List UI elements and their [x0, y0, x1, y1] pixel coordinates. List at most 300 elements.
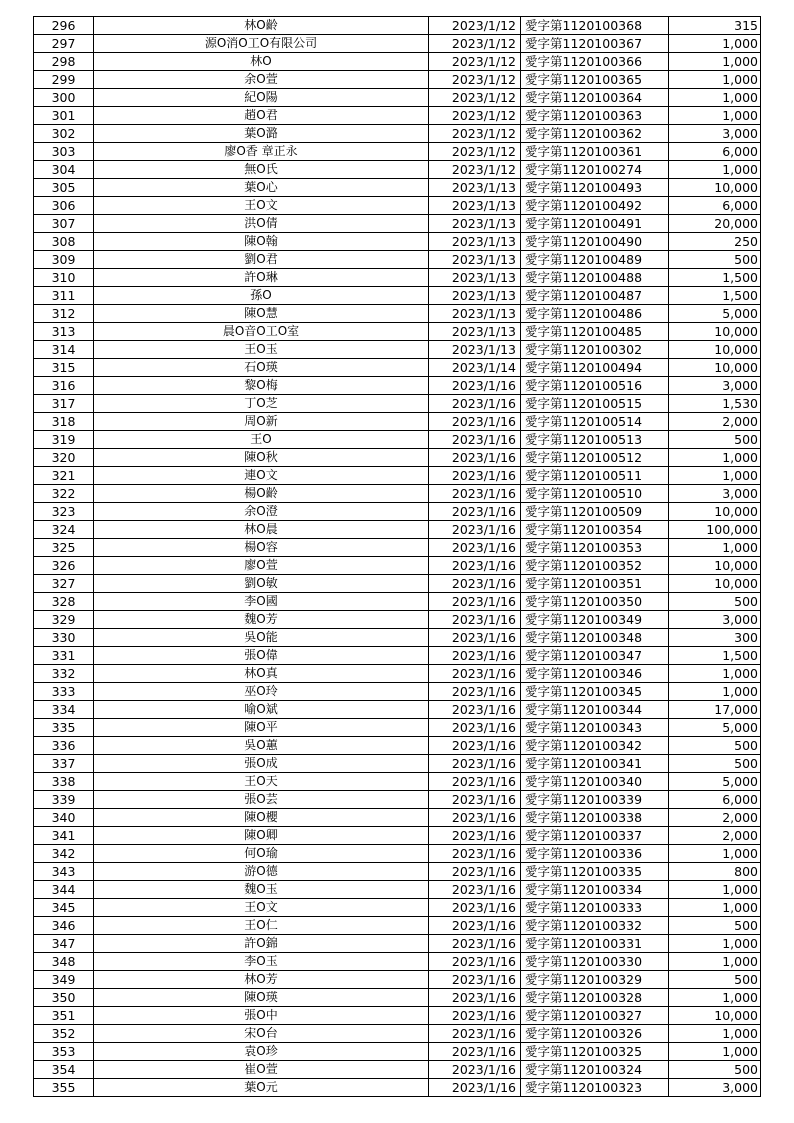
- donation-date-cell: 2023/1/16: [429, 971, 521, 989]
- donor-name-cell: 吳O蕙: [94, 737, 429, 755]
- donation-date-cell: 2023/1/13: [429, 269, 521, 287]
- donor-name-cell: 王O文: [94, 197, 429, 215]
- row-number-cell: 306: [34, 197, 94, 215]
- donor-name-cell: 陳O平: [94, 719, 429, 737]
- donation-amount-cell: 6,000: [669, 791, 761, 809]
- table-row: [34, 755, 761, 773]
- receipt-number-cell: 愛字第1120100362: [521, 125, 669, 143]
- table-row: [34, 395, 761, 413]
- donor-name-cell: 廖O萱: [94, 557, 429, 575]
- row-number-cell: 311: [34, 287, 94, 305]
- donation-amount-cell: 500: [669, 971, 761, 989]
- donation-date-cell: 2023/1/13: [429, 197, 521, 215]
- receipt-number-cell: 愛字第1120100342: [521, 737, 669, 755]
- table-row: [34, 377, 761, 395]
- table-row: [34, 593, 761, 611]
- table-row: [34, 521, 761, 539]
- donation-amount-cell: 1,000: [669, 161, 761, 179]
- row-number-cell: 316: [34, 377, 94, 395]
- donation-amount-cell: 1,500: [669, 647, 761, 665]
- receipt-number-cell: 愛字第1120100494: [521, 359, 669, 377]
- donor-name-cell: 林O: [94, 53, 429, 71]
- donation-date-cell: 2023/1/16: [429, 827, 521, 845]
- donation-amount-cell: 2,000: [669, 809, 761, 827]
- row-number-cell: 323: [34, 503, 94, 521]
- donation-amount-cell: 2,000: [669, 413, 761, 431]
- donor-name-cell: 無O氏: [94, 161, 429, 179]
- receipt-number-cell: 愛字第1120100340: [521, 773, 669, 791]
- donation-date-cell: 2023/1/16: [429, 575, 521, 593]
- receipt-number-cell: 愛字第1120100490: [521, 233, 669, 251]
- donation-amount-cell: 100,000: [669, 521, 761, 539]
- table-row: [34, 845, 761, 863]
- donation-amount-cell: 10,000: [669, 1007, 761, 1025]
- table-row: [34, 773, 761, 791]
- row-number-cell: 335: [34, 719, 94, 737]
- row-number-cell: 300: [34, 89, 94, 107]
- table-row: [34, 503, 761, 521]
- table-row: [34, 1061, 761, 1079]
- donation-date-cell: 2023/1/13: [429, 341, 521, 359]
- table-row: [34, 629, 761, 647]
- donor-name-cell: 葉O潞: [94, 125, 429, 143]
- donor-name-cell: 葉O元: [94, 1079, 429, 1097]
- row-number-cell: 308: [34, 233, 94, 251]
- donation-date-cell: 2023/1/16: [429, 611, 521, 629]
- donation-table-sheet: [33, 16, 760, 1097]
- row-number-cell: 332: [34, 665, 94, 683]
- receipt-number-cell: 愛字第1120100351: [521, 575, 669, 593]
- donation-amount-cell: 17,000: [669, 701, 761, 719]
- table-row: [34, 737, 761, 755]
- donation-date-cell: 2023/1/16: [429, 395, 521, 413]
- donation-amount-cell: 1,000: [669, 53, 761, 71]
- donation-amount-cell: 1,000: [669, 899, 761, 917]
- row-number-cell: 302: [34, 125, 94, 143]
- donation-amount-cell: 1,500: [669, 287, 761, 305]
- receipt-number-cell: 愛字第1120100343: [521, 719, 669, 737]
- donation-amount-cell: 1,000: [669, 89, 761, 107]
- receipt-number-cell: 愛字第1120100326: [521, 1025, 669, 1043]
- table-row: [34, 575, 761, 593]
- receipt-number-cell: 愛字第1120100333: [521, 899, 669, 917]
- donation-date-cell: 2023/1/16: [429, 647, 521, 665]
- row-number-cell: 346: [34, 917, 94, 935]
- row-number-cell: 340: [34, 809, 94, 827]
- donor-name-cell: 李O玉: [94, 953, 429, 971]
- donation-date-cell: 2023/1/16: [429, 449, 521, 467]
- receipt-number-cell: 愛字第1120100365: [521, 71, 669, 89]
- row-number-cell: 303: [34, 143, 94, 161]
- donor-name-cell: 洪O倩: [94, 215, 429, 233]
- donor-name-cell: 陳O慧: [94, 305, 429, 323]
- receipt-number-cell: 愛字第1120100485: [521, 323, 669, 341]
- receipt-number-cell: 愛字第1120100338: [521, 809, 669, 827]
- donation-date-cell: 2023/1/16: [429, 701, 521, 719]
- receipt-number-cell: 愛字第1120100334: [521, 881, 669, 899]
- donation-amount-cell: 500: [669, 1061, 761, 1079]
- receipt-number-cell: 愛字第1120100515: [521, 395, 669, 413]
- table-row: [34, 665, 761, 683]
- donation-date-cell: 2023/1/16: [429, 557, 521, 575]
- receipt-number-cell: 愛字第1120100368: [521, 17, 669, 35]
- receipt-number-cell: 愛字第1120100337: [521, 827, 669, 845]
- receipt-number-cell: 愛字第1120100513: [521, 431, 669, 449]
- receipt-number-cell: 愛字第1120100487: [521, 287, 669, 305]
- donation-amount-cell: 1,000: [669, 881, 761, 899]
- receipt-number-cell: 愛字第1120100274: [521, 161, 669, 179]
- donor-name-cell: 楊O容: [94, 539, 429, 557]
- donation-date-cell: 2023/1/16: [429, 953, 521, 971]
- table-row: [34, 107, 761, 125]
- donation-date-cell: 2023/1/16: [429, 629, 521, 647]
- table-row: [34, 233, 761, 251]
- donation-amount-cell: 3,000: [669, 377, 761, 395]
- donation-amount-cell: 3,000: [669, 485, 761, 503]
- donor-name-cell: 林O齡: [94, 17, 429, 35]
- donation-date-cell: 2023/1/16: [429, 467, 521, 485]
- row-number-cell: 331: [34, 647, 94, 665]
- donor-name-cell: 宋O台: [94, 1025, 429, 1043]
- table-row: [34, 935, 761, 953]
- row-number-cell: 296: [34, 17, 94, 35]
- table-row: [34, 647, 761, 665]
- row-number-cell: 334: [34, 701, 94, 719]
- donation-date-cell: 2023/1/12: [429, 89, 521, 107]
- receipt-number-cell: 愛字第1120100328: [521, 989, 669, 1007]
- donation-date-cell: 2023/1/16: [429, 791, 521, 809]
- receipt-number-cell: 愛字第1120100514: [521, 413, 669, 431]
- donor-name-cell: 陳O卿: [94, 827, 429, 845]
- donor-name-cell: 許O琳: [94, 269, 429, 287]
- donation-date-cell: 2023/1/16: [429, 413, 521, 431]
- table-row: [34, 305, 761, 323]
- table-row: [34, 881, 761, 899]
- donation-amount-cell: 800: [669, 863, 761, 881]
- donation-date-cell: 2023/1/12: [429, 107, 521, 125]
- donation-date-cell: 2023/1/16: [429, 1007, 521, 1025]
- donation-date-cell: 2023/1/16: [429, 1043, 521, 1061]
- donation-date-cell: 2023/1/16: [429, 863, 521, 881]
- row-number-cell: 322: [34, 485, 94, 503]
- donation-date-cell: 2023/1/12: [429, 35, 521, 53]
- donation-amount-cell: 1,000: [669, 935, 761, 953]
- receipt-number-cell: 愛字第1120100325: [521, 1043, 669, 1061]
- donation-date-cell: 2023/1/12: [429, 125, 521, 143]
- row-number-cell: 343: [34, 863, 94, 881]
- donation-amount-cell: 6,000: [669, 143, 761, 161]
- receipt-number-cell: 愛字第1120100364: [521, 89, 669, 107]
- table-row: [34, 179, 761, 197]
- donor-name-cell: 趙O君: [94, 107, 429, 125]
- row-number-cell: 299: [34, 71, 94, 89]
- donation-amount-cell: 500: [669, 917, 761, 935]
- table-row: [34, 35, 761, 53]
- row-number-cell: 336: [34, 737, 94, 755]
- donation-date-cell: 2023/1/16: [429, 431, 521, 449]
- table-row: [34, 611, 761, 629]
- donation-date-cell: 2023/1/12: [429, 17, 521, 35]
- receipt-number-cell: 愛字第1120100327: [521, 1007, 669, 1025]
- donation-amount-cell: 1,530: [669, 395, 761, 413]
- row-number-cell: 297: [34, 35, 94, 53]
- donation-date-cell: 2023/1/16: [429, 917, 521, 935]
- donation-date-cell: 2023/1/16: [429, 539, 521, 557]
- receipt-number-cell: 愛字第1120100346: [521, 665, 669, 683]
- row-number-cell: 321: [34, 467, 94, 485]
- donation-amount-cell: 10,000: [669, 323, 761, 341]
- table-row: [34, 197, 761, 215]
- table-row: [34, 539, 761, 557]
- donation-amount-cell: 2,000: [669, 827, 761, 845]
- table-row: [34, 917, 761, 935]
- table-row: [34, 341, 761, 359]
- donation-amount-cell: 500: [669, 737, 761, 755]
- donation-date-cell: 2023/1/16: [429, 1061, 521, 1079]
- row-number-cell: 330: [34, 629, 94, 647]
- donation-amount-cell: 500: [669, 251, 761, 269]
- donation-date-cell: 2023/1/16: [429, 773, 521, 791]
- table-row: [34, 431, 761, 449]
- receipt-number-cell: 愛字第1120100361: [521, 143, 669, 161]
- donation-amount-cell: 250: [669, 233, 761, 251]
- donor-name-cell: 喻O斌: [94, 701, 429, 719]
- donation-amount-cell: 1,000: [669, 539, 761, 557]
- donation-date-cell: 2023/1/13: [429, 323, 521, 341]
- donation-date-cell: 2023/1/16: [429, 881, 521, 899]
- receipt-number-cell: 愛字第1120100366: [521, 53, 669, 71]
- receipt-number-cell: 愛字第1120100349: [521, 611, 669, 629]
- table-row: [34, 683, 761, 701]
- table-row: [34, 359, 761, 377]
- donation-date-cell: 2023/1/16: [429, 1025, 521, 1043]
- donation-amount-cell: 10,000: [669, 341, 761, 359]
- receipt-number-cell: 愛字第1120100488: [521, 269, 669, 287]
- row-number-cell: 318: [34, 413, 94, 431]
- donor-name-cell: 崔O萱: [94, 1061, 429, 1079]
- row-number-cell: 328: [34, 593, 94, 611]
- receipt-number-cell: 愛字第1120100363: [521, 107, 669, 125]
- receipt-number-cell: 愛字第1120100347: [521, 647, 669, 665]
- donation-date-cell: 2023/1/16: [429, 485, 521, 503]
- row-number-cell: 349: [34, 971, 94, 989]
- table-row: [34, 557, 761, 575]
- table-row: [34, 215, 761, 233]
- receipt-number-cell: 愛字第1120100331: [521, 935, 669, 953]
- row-number-cell: 354: [34, 1061, 94, 1079]
- donation-date-cell: 2023/1/16: [429, 521, 521, 539]
- row-number-cell: 298: [34, 53, 94, 71]
- donation-amount-cell: 5,000: [669, 773, 761, 791]
- row-number-cell: 310: [34, 269, 94, 287]
- receipt-number-cell: 愛字第1120100324: [521, 1061, 669, 1079]
- donor-name-cell: 劉O君: [94, 251, 429, 269]
- donation-amount-cell: 500: [669, 755, 761, 773]
- donor-name-cell: 魏O芳: [94, 611, 429, 629]
- table-row: [34, 53, 761, 71]
- row-number-cell: 324: [34, 521, 94, 539]
- table-row: [34, 323, 761, 341]
- donor-name-cell: 許O錦: [94, 935, 429, 953]
- receipt-number-cell: 愛字第1120100345: [521, 683, 669, 701]
- donor-name-cell: 陳O翰: [94, 233, 429, 251]
- receipt-number-cell: 愛字第1120100335: [521, 863, 669, 881]
- table-row: [34, 161, 761, 179]
- table-row: [34, 701, 761, 719]
- donation-date-cell: 2023/1/16: [429, 845, 521, 863]
- donor-name-cell: 葉O心: [94, 179, 429, 197]
- donation-amount-cell: 1,000: [669, 35, 761, 53]
- receipt-number-cell: 愛字第1120100489: [521, 251, 669, 269]
- receipt-number-cell: 愛字第1120100323: [521, 1079, 669, 1097]
- row-number-cell: 309: [34, 251, 94, 269]
- table-row: [34, 1025, 761, 1043]
- donation-date-cell: 2023/1/16: [429, 809, 521, 827]
- table-row: [34, 251, 761, 269]
- donation-amount-cell: 3,000: [669, 125, 761, 143]
- donation-date-cell: 2023/1/16: [429, 755, 521, 773]
- donation-amount-cell: 1,000: [669, 467, 761, 485]
- table-row: [34, 1079, 761, 1097]
- row-number-cell: 327: [34, 575, 94, 593]
- donor-name-cell: 林O晨: [94, 521, 429, 539]
- table-row: [34, 71, 761, 89]
- donation-amount-cell: 20,000: [669, 215, 761, 233]
- row-number-cell: 325: [34, 539, 94, 557]
- table-row: [34, 827, 761, 845]
- donation-amount-cell: 10,000: [669, 575, 761, 593]
- donation-date-cell: 2023/1/12: [429, 53, 521, 71]
- donation-date-cell: 2023/1/13: [429, 287, 521, 305]
- donor-name-cell: 陳O瑛: [94, 989, 429, 1007]
- donation-date-cell: 2023/1/16: [429, 935, 521, 953]
- receipt-number-cell: 愛字第1120100336: [521, 845, 669, 863]
- table-row: [34, 449, 761, 467]
- donation-date-cell: 2023/1/16: [429, 503, 521, 521]
- donor-name-cell: 吳O能: [94, 629, 429, 647]
- donor-name-cell: 魏O玉: [94, 881, 429, 899]
- donor-name-cell: 游O德: [94, 863, 429, 881]
- donation-amount-cell: 10,000: [669, 557, 761, 575]
- table-row: [34, 1043, 761, 1061]
- table-row: [34, 467, 761, 485]
- table-row: [34, 125, 761, 143]
- receipt-number-cell: 愛字第1120100348: [521, 629, 669, 647]
- donation-amount-cell: 10,000: [669, 359, 761, 377]
- table-row: [34, 809, 761, 827]
- donor-name-cell: 余O萱: [94, 71, 429, 89]
- row-number-cell: 350: [34, 989, 94, 1007]
- row-number-cell: 355: [34, 1079, 94, 1097]
- row-number-cell: 342: [34, 845, 94, 863]
- table-row: [34, 89, 761, 107]
- donation-table: [33, 16, 761, 1097]
- table-row: [34, 413, 761, 431]
- table-row: [34, 287, 761, 305]
- donor-name-cell: 劉O敏: [94, 575, 429, 593]
- donor-name-cell: 源O消O工O有限公司: [94, 35, 429, 53]
- row-number-cell: 352: [34, 1025, 94, 1043]
- donation-amount-cell: 1,000: [669, 989, 761, 1007]
- donation-date-cell: 2023/1/16: [429, 377, 521, 395]
- receipt-number-cell: 愛字第1120100367: [521, 35, 669, 53]
- donation-amount-cell: 3,000: [669, 1079, 761, 1097]
- donation-date-cell: 2023/1/16: [429, 989, 521, 1007]
- receipt-number-cell: 愛字第1120100332: [521, 917, 669, 935]
- donation-amount-cell: 500: [669, 431, 761, 449]
- receipt-number-cell: 愛字第1120100509: [521, 503, 669, 521]
- table-row: [34, 863, 761, 881]
- donor-name-cell: 廖O香 章正永: [94, 143, 429, 161]
- donor-name-cell: 連O文: [94, 467, 429, 485]
- receipt-number-cell: 愛字第1120100511: [521, 467, 669, 485]
- row-number-cell: 348: [34, 953, 94, 971]
- donor-name-cell: 張O中: [94, 1007, 429, 1025]
- donor-name-cell: 林O芳: [94, 971, 429, 989]
- receipt-number-cell: 愛字第1120100492: [521, 197, 669, 215]
- donor-name-cell: 張O偉: [94, 647, 429, 665]
- donation-amount-cell: 1,000: [669, 1043, 761, 1061]
- donor-name-cell: 王O天: [94, 773, 429, 791]
- table-row: [34, 485, 761, 503]
- receipt-number-cell: 愛字第1120100516: [521, 377, 669, 395]
- donor-name-cell: 巫O玲: [94, 683, 429, 701]
- donor-name-cell: 紀O陽: [94, 89, 429, 107]
- receipt-number-cell: 愛字第1120100491: [521, 215, 669, 233]
- donation-date-cell: 2023/1/13: [429, 215, 521, 233]
- donor-name-cell: 張O芸: [94, 791, 429, 809]
- row-number-cell: 304: [34, 161, 94, 179]
- donation-amount-cell: 5,000: [669, 719, 761, 737]
- donor-name-cell: 王O文: [94, 899, 429, 917]
- row-number-cell: 319: [34, 431, 94, 449]
- donation-date-cell: 2023/1/13: [429, 179, 521, 197]
- row-number-cell: 317: [34, 395, 94, 413]
- donor-name-cell: 余O澄: [94, 503, 429, 521]
- donation-amount-cell: 1,000: [669, 449, 761, 467]
- donation-amount-cell: 300: [669, 629, 761, 647]
- receipt-number-cell: 愛字第1120100329: [521, 971, 669, 989]
- receipt-number-cell: 愛字第1120100350: [521, 593, 669, 611]
- row-number-cell: 314: [34, 341, 94, 359]
- donation-date-cell: 2023/1/14: [429, 359, 521, 377]
- receipt-number-cell: 愛字第1120100330: [521, 953, 669, 971]
- table-row: [34, 719, 761, 737]
- donor-name-cell: 楊O齡: [94, 485, 429, 503]
- table-row: [34, 269, 761, 287]
- donation-amount-cell: 6,000: [669, 197, 761, 215]
- donor-name-cell: 林O真: [94, 665, 429, 683]
- donor-name-cell: 晨O音O工O室: [94, 323, 429, 341]
- table-row: [34, 143, 761, 161]
- table-row: [34, 953, 761, 971]
- donor-name-cell: 王O仁: [94, 917, 429, 935]
- row-number-cell: 312: [34, 305, 94, 323]
- table-row: [34, 989, 761, 1007]
- donation-amount-cell: 315: [669, 17, 761, 35]
- donation-amount-cell: 1,000: [669, 683, 761, 701]
- donation-amount-cell: 1,000: [669, 953, 761, 971]
- donation-amount-cell: 1,000: [669, 845, 761, 863]
- donation-date-cell: 2023/1/16: [429, 719, 521, 737]
- donation-date-cell: 2023/1/13: [429, 233, 521, 251]
- table-row: [34, 791, 761, 809]
- row-number-cell: 329: [34, 611, 94, 629]
- receipt-number-cell: 愛字第1120100353: [521, 539, 669, 557]
- donation-date-cell: 2023/1/12: [429, 71, 521, 89]
- receipt-number-cell: 愛字第1120100510: [521, 485, 669, 503]
- donor-name-cell: 丁O芝: [94, 395, 429, 413]
